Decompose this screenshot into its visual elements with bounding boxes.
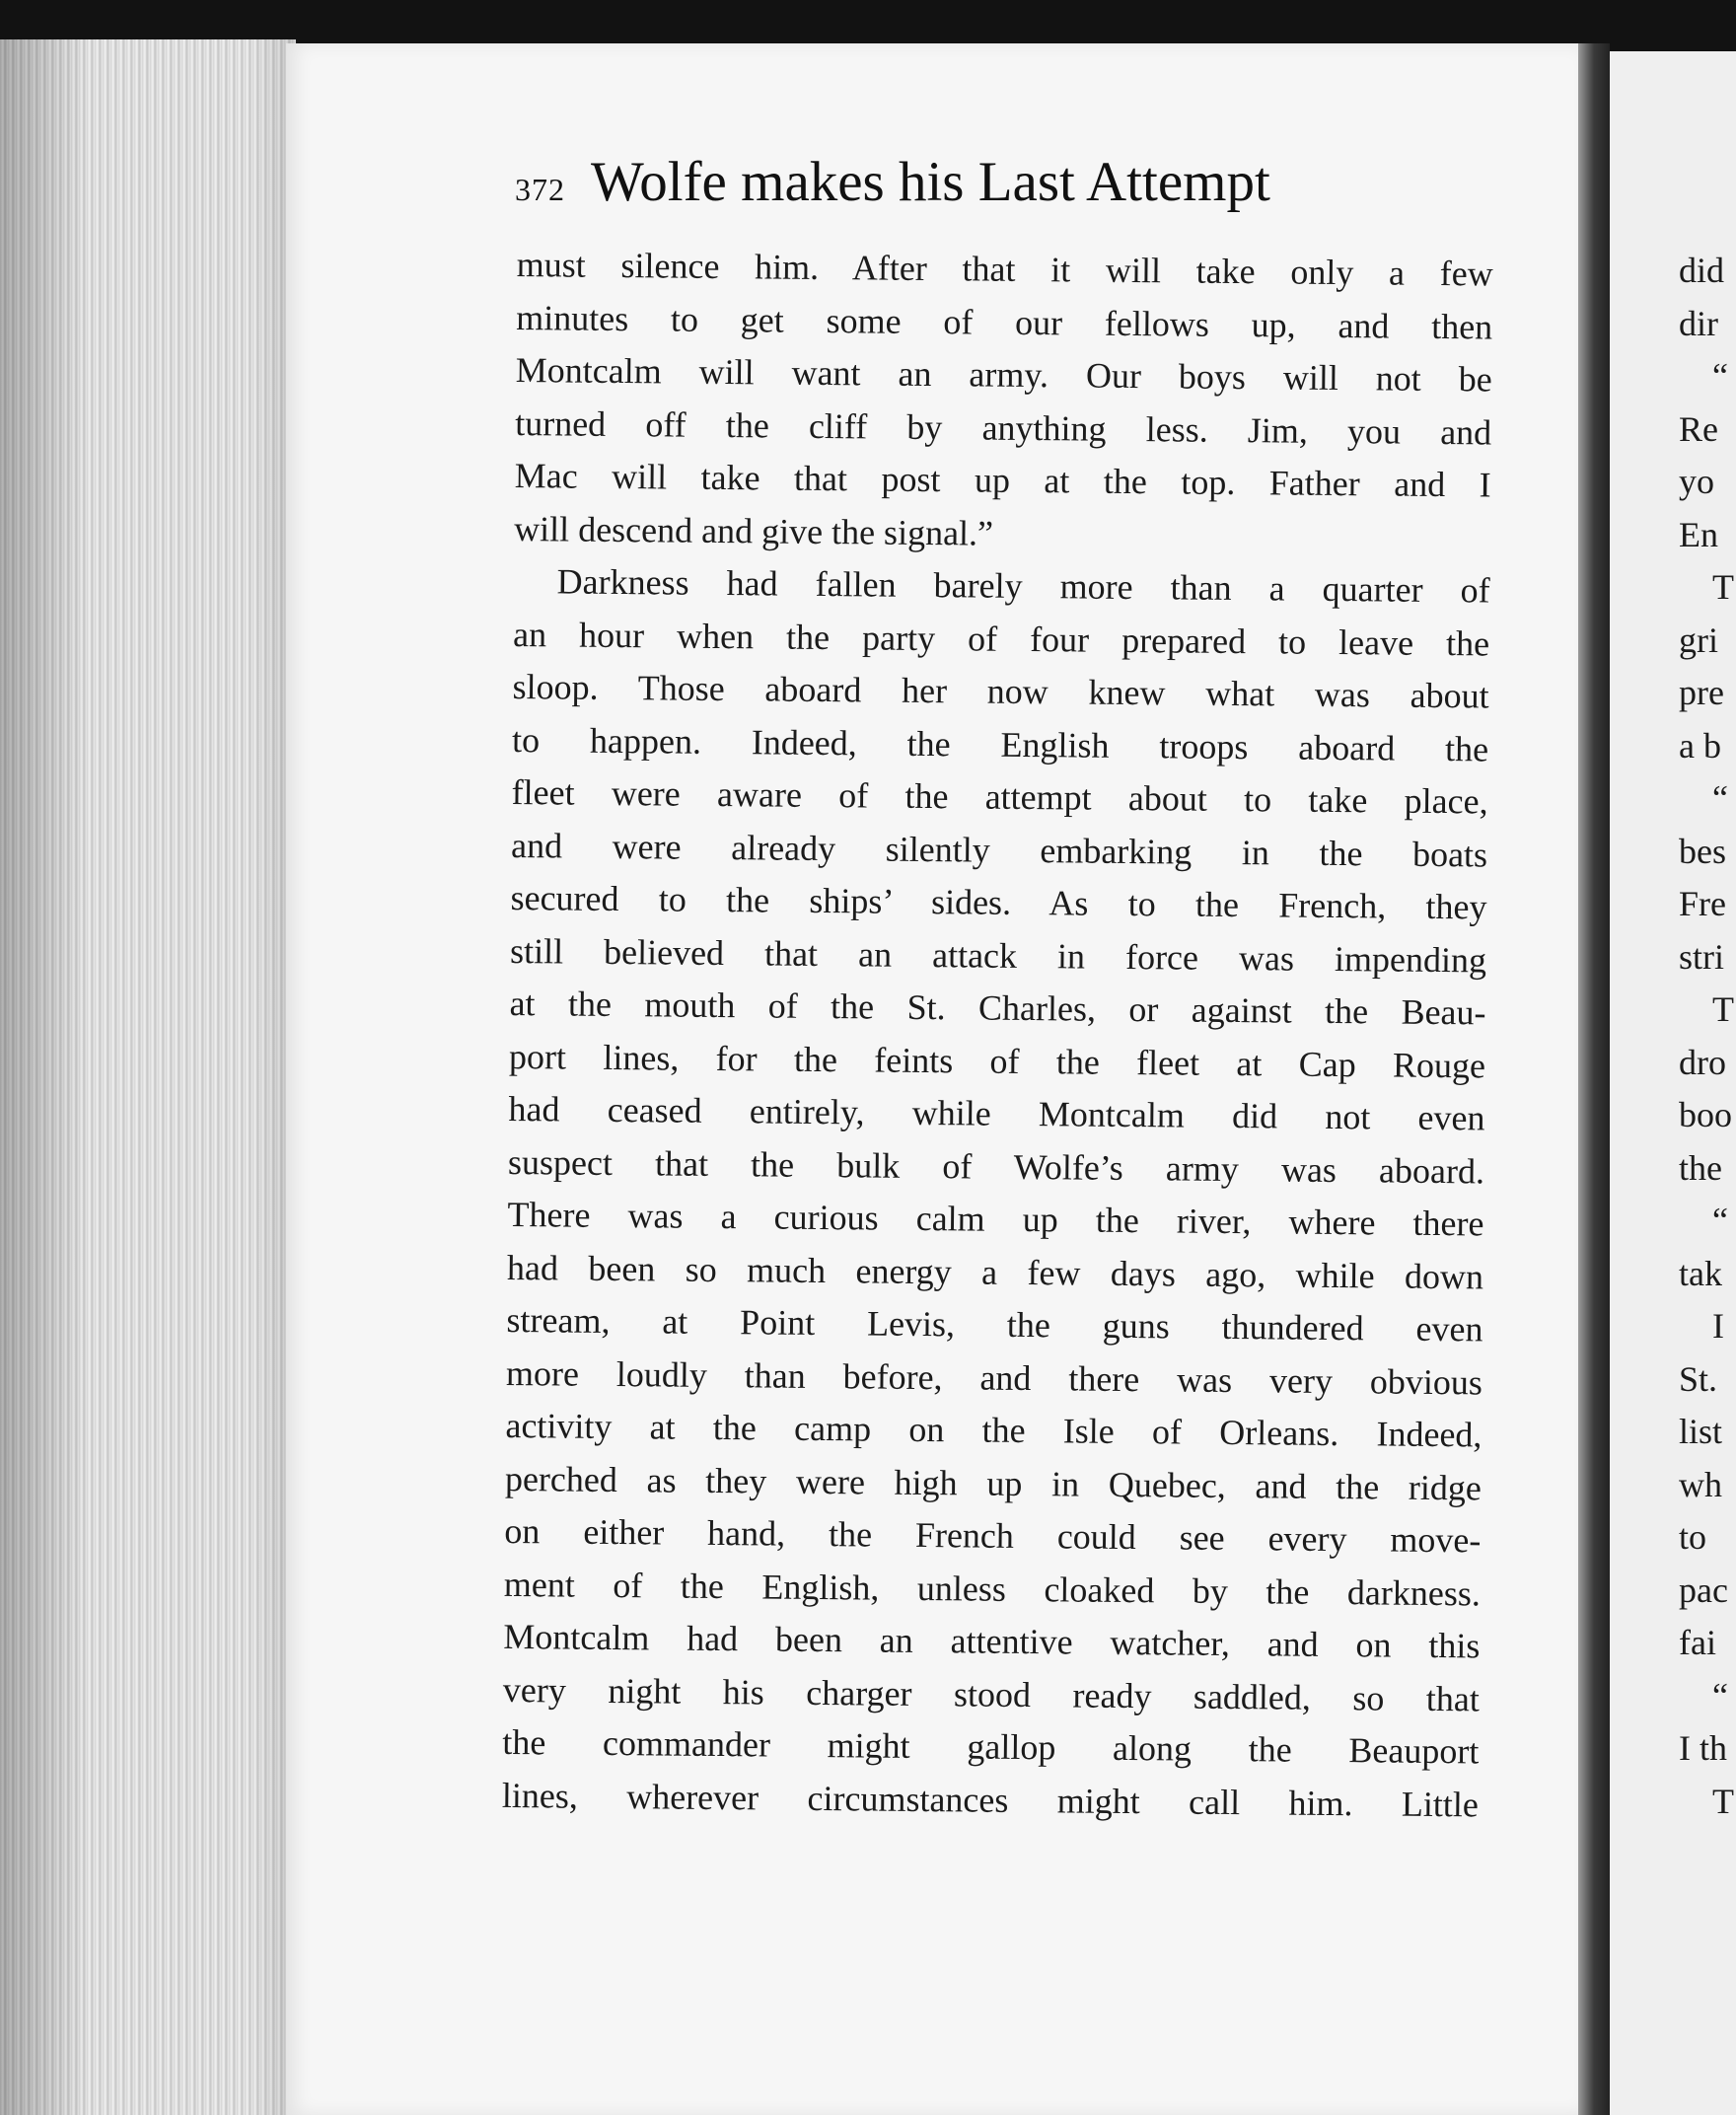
text-line: an hour when the party of four prepared to leave the xyxy=(512,614,1490,663)
book-gutter xyxy=(1578,43,1610,2115)
text-line: turned off the cliff by anything less. Jim, you and xyxy=(515,402,1492,452)
text-line: Fre xyxy=(1679,884,1726,923)
text-line: En xyxy=(1679,514,1718,554)
text-line: stream, at Point Levis, the guns thundered even xyxy=(506,1299,1483,1349)
text-line: did xyxy=(1679,251,1725,290)
text-line: Mac will take that post up at the top. Father and I xyxy=(514,455,1491,505)
text-line: pre xyxy=(1679,673,1724,712)
text-line: minutes to get some of our fellows up, and then xyxy=(516,297,1493,346)
text-line: T xyxy=(1712,567,1734,607)
running-title: Wolfe makes his Last Attempt xyxy=(591,151,1270,213)
text-line: must silence him. After that it will take only a few xyxy=(516,244,1493,294)
text-line: fai xyxy=(1679,1623,1716,1662)
text-line: Darkness had fallen barely more than a quarter of xyxy=(556,561,1490,611)
text-line: and were already silently embarking in the boats xyxy=(510,825,1488,874)
text-line: yo xyxy=(1679,462,1714,501)
page-edges-shadow xyxy=(0,39,296,2115)
text-line: more loudly than before, and there was very obvious xyxy=(505,1352,1483,1402)
text-line: I xyxy=(1712,1306,1724,1346)
text-line: Re xyxy=(1679,408,1718,449)
text-line: “ xyxy=(1712,356,1728,396)
text-line: will descend and give the signal.” xyxy=(513,508,994,553)
text-line: the xyxy=(1679,1147,1722,1188)
text-line: ment of the English, unless cloaked by the darkness. xyxy=(503,1564,1482,1613)
text-line: “ xyxy=(1712,1201,1728,1240)
text-line: had been so much energy a few days ago, while down xyxy=(506,1247,1484,1296)
text-line: activity at the camp on the Isle of Orleans. Indeed, xyxy=(505,1405,1483,1455)
text-line: Montcalm will want an army. Our boys will not be xyxy=(515,349,1492,400)
text-line: suspect that the bulk of Wolfe’s army was aboard. xyxy=(507,1141,1485,1191)
text-line: There was a curious calm up the river, where there xyxy=(507,1194,1484,1244)
text-line: “ xyxy=(1712,1675,1728,1715)
text-line: a b xyxy=(1679,725,1721,766)
text-line: very night his charger stood ready saddled, so that xyxy=(502,1669,1481,1718)
text-line: bes xyxy=(1679,831,1726,871)
text-line: T xyxy=(1712,1781,1734,1821)
text-line: dro xyxy=(1679,1042,1726,1082)
text-line: dir xyxy=(1679,303,1718,343)
text-line: sloop. Those aboard her now knew what was about xyxy=(512,666,1489,716)
text-line: secured to the ships’ sides. As to the French, they xyxy=(510,877,1487,927)
text-line: perched as they were high up in Quebec, and the ridge xyxy=(504,1458,1483,1507)
text-line: fleet were aware of the attempt about to take place, xyxy=(511,771,1488,822)
text-line: still believed that an attack in force was impending xyxy=(509,930,1487,980)
text-line: to xyxy=(1679,1517,1707,1557)
text-line: boo xyxy=(1679,1095,1732,1134)
text-line: gri xyxy=(1679,620,1718,660)
text-line: port lines, for the feints of the fleet at Cap Rouge xyxy=(508,1036,1486,1085)
text-line: pac xyxy=(1679,1569,1728,1610)
text-line: on either hand, the French could see every move- xyxy=(504,1510,1482,1561)
page-number: 372 xyxy=(515,172,565,207)
text-line: list xyxy=(1679,1412,1723,1451)
text-line: “ xyxy=(1712,778,1728,818)
text-line: at the mouth of the St. Charles, or against the Beau- xyxy=(509,983,1486,1033)
text-line: I th xyxy=(1679,1728,1727,1768)
text-line: had ceased entirely, while Montcalm did not even xyxy=(508,1088,1485,1138)
page-header xyxy=(515,150,1432,229)
text-line: lines, wherever circumstances might call him. Little xyxy=(501,1775,1480,1824)
text-line: tak xyxy=(1679,1253,1722,1293)
text-line: the commander might gallop along the Beauport xyxy=(502,1721,1480,1772)
body-text xyxy=(502,239,1493,1831)
text-line: to happen. Indeed, the English troops aboard the xyxy=(511,719,1489,768)
text-line: Montcalm had been an attentive watcher, and on this xyxy=(503,1616,1481,1666)
text-line: stri xyxy=(1679,936,1725,977)
text-line: T xyxy=(1712,989,1734,1029)
text-line: wh xyxy=(1679,1464,1722,1504)
right-page-text xyxy=(1679,245,1736,1828)
text-line: St. xyxy=(1679,1358,1718,1399)
